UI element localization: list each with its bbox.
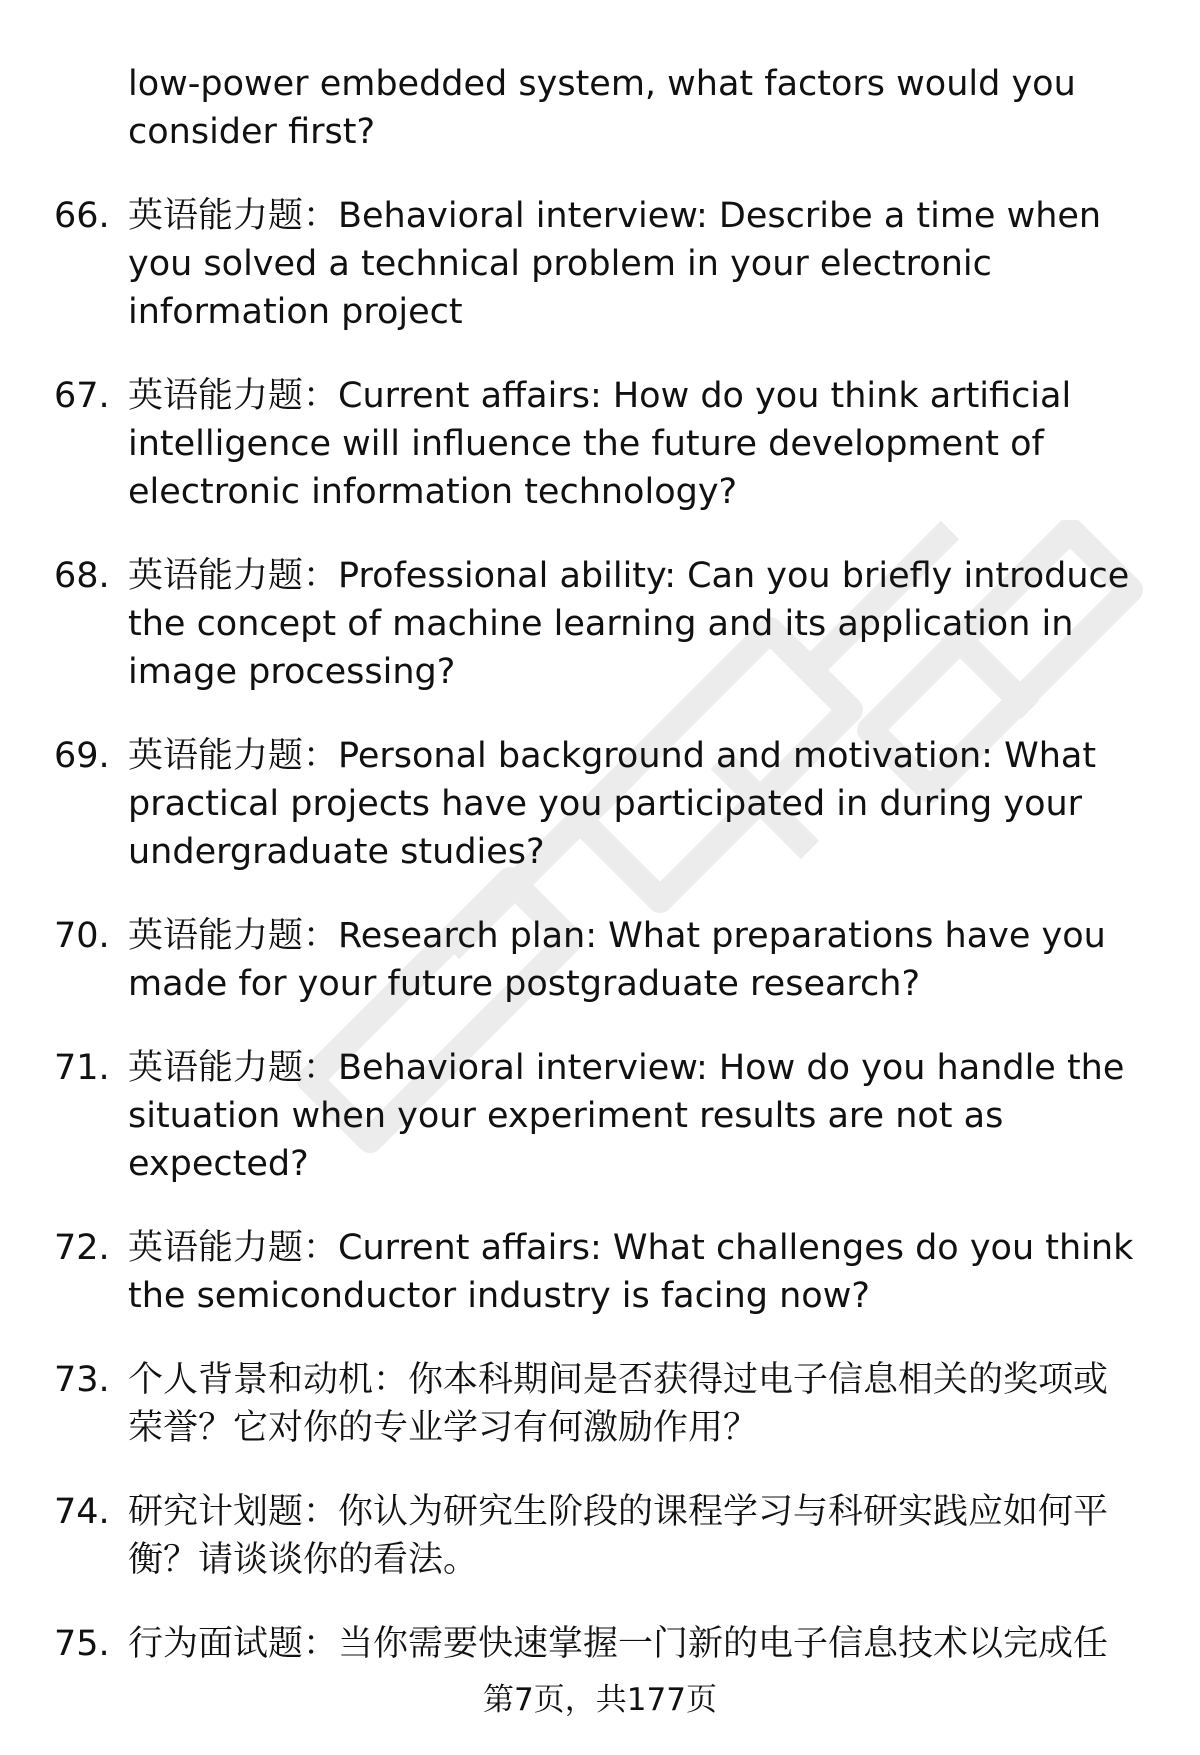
question-number: 71. (54, 1048, 110, 1088)
question-list-region (0, 60, 1200, 1668)
question-number: 69. (54, 736, 110, 776)
question-item (0, 1224, 1200, 1320)
question-text: 英语能力题：Personal background and motivation: What practical projects have you participated in during your undergraduate studies? (128, 736, 1097, 872)
continued-question-text: low-power embedded system, what factors would you consider first? (128, 64, 1076, 152)
question-item (0, 372, 1200, 516)
question-number: 68. (54, 556, 110, 596)
question-text: 英语能力题：Professional ability: Can you briefly introduce the concept of machine learning and its application in image processing? (128, 556, 1130, 692)
question-item (0, 1620, 1200, 1668)
question-number: 67. (54, 376, 110, 416)
question-number: 72. (54, 1228, 110, 1268)
question-text: 英语能力题：Behavioral interview: Describe a time when you solved a technical problem in your electronic information project (128, 196, 1102, 332)
question-number: 73. (54, 1360, 110, 1400)
question-number: 74. (54, 1492, 110, 1532)
question-text: 英语能力题：Behavioral interview: How do you handle the situation when your experiment results are not as expected? (128, 1048, 1125, 1184)
page-footer: 第7页，共177页 (483, 1682, 717, 1718)
question-item (0, 192, 1200, 336)
question-text: 研究计划题：你认为研究生阶段的课程学习与科研实践应如何平衡？请谈谈你的看法。 (128, 1492, 1109, 1580)
question-item (0, 912, 1200, 1008)
question-text: 英语能力题：Current affairs: How do you think artificial intelligence will influence the future development of electronic information technology? (128, 376, 1072, 512)
question-item (0, 552, 1200, 696)
question-item (0, 732, 1200, 876)
question-item (0, 1044, 1200, 1188)
question-item (0, 1356, 1200, 1452)
question-text: 个人背景和动机：你本科期间是否获得过电子信息相关的奖项或荣誉？它对你的专业学习有何激励作用？ (128, 1360, 1109, 1448)
question-number: 75. (54, 1624, 110, 1664)
question-number: 70. (54, 916, 110, 956)
question-text: 行为面试题：当你需要快速掌握一门新的电子信息技术以完成任 (128, 1624, 1109, 1664)
question-text: 英语能力题：Current affairs: What challenges do you think the semiconductor industry is facing now? (128, 1228, 1134, 1316)
question-text: 英语能力题：Research plan: What preparations have you made for your future postgraduate research? (128, 916, 1106, 1004)
question-list (0, 192, 1200, 1668)
question-item (0, 1488, 1200, 1584)
question-number: 66. (54, 196, 110, 236)
